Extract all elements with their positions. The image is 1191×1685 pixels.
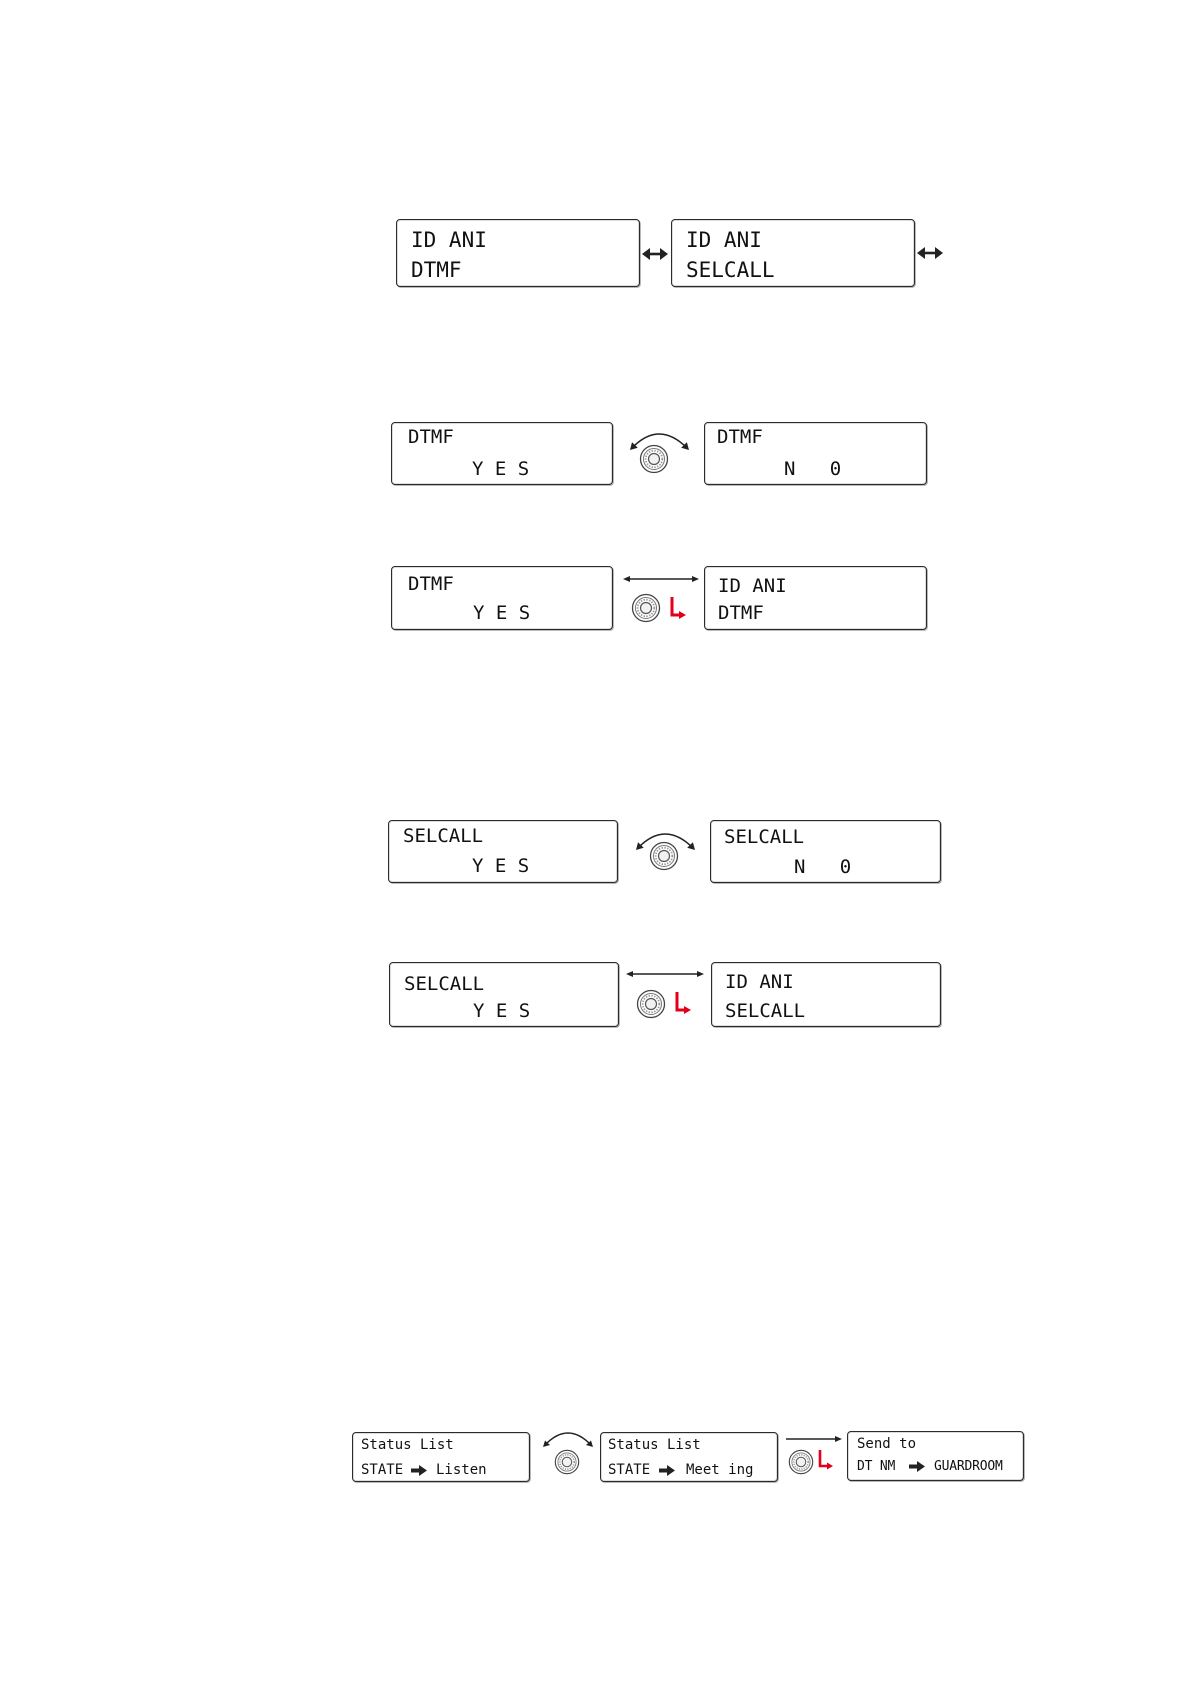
lcd-screen-status-listen	[352, 1432, 530, 1482]
lcd-line-2: Y E S	[473, 1000, 531, 1022]
lcd-line-1: ID ANI	[718, 575, 787, 597]
lcd-line-2: N 0	[794, 856, 852, 878]
rotary-knob-icon	[649, 841, 679, 871]
lcd-screen-id-ani-selcall	[711, 962, 941, 1027]
lcd-screen-dtmf-no	[704, 422, 927, 485]
lcd-line-1: ID ANI	[686, 228, 762, 252]
state-label: STATE	[361, 1462, 404, 1478]
lcd-line-1: SELCALL	[403, 825, 484, 847]
enter-arrow-icon	[668, 596, 686, 620]
enter-arrow-icon	[673, 991, 691, 1015]
lcd-screen-dtmf-yes	[391, 422, 613, 485]
lcd-line-1: ID ANI	[411, 228, 487, 252]
lcd-line-2: DTMF	[411, 258, 462, 282]
lcd-line-2: DTMF	[718, 602, 764, 624]
lcd-line-1: Send to	[857, 1436, 917, 1452]
lcd-screen-selcall-no	[710, 820, 941, 883]
state-label: STATE	[608, 1462, 651, 1478]
rotary-knob-icon	[639, 444, 669, 474]
state-value: Listen	[436, 1462, 487, 1478]
lcd-line-1: Status List	[608, 1437, 701, 1453]
right-arrow-icon	[659, 1465, 675, 1476]
destination-value: GUARDROOM	[934, 1459, 1003, 1474]
lcd-line-1: SELCALL	[724, 826, 805, 848]
lcd-line-1: DTMF	[408, 573, 454, 595]
lcd-line-2: Y E S	[472, 855, 530, 877]
lcd-line-2: SELCALL	[686, 258, 775, 282]
lcd-line-2: N 0	[784, 458, 842, 480]
rotary-knob-icon	[788, 1449, 814, 1475]
enter-arrow-icon	[817, 1449, 833, 1471]
right-arrow-icon	[411, 1465, 427, 1476]
lcd-line-1: Status List	[361, 1437, 454, 1453]
lcd-line-2: Y E S	[473, 602, 531, 624]
lcd-screen-id-ani-dtmf	[704, 566, 927, 630]
double-arrow-icon	[917, 246, 943, 260]
rotate-arrow-icon	[540, 1426, 596, 1448]
long-arrow-icon	[623, 574, 699, 584]
lcd-line-1: DTMF	[408, 426, 454, 448]
right-arrow-icon	[909, 1461, 925, 1472]
destination-label: DT NM	[857, 1459, 896, 1474]
rotary-knob-icon	[636, 989, 666, 1019]
lcd-screen-send-to	[847, 1431, 1024, 1481]
state-value: Meet ing	[686, 1462, 754, 1478]
lcd-line-1: SELCALL	[404, 973, 485, 995]
lcd-line-2: SELCALL	[725, 1000, 806, 1022]
long-arrow-icon	[626, 969, 704, 979]
rotary-knob-icon	[631, 593, 661, 623]
lcd-screen-id-ani-selcall	[671, 219, 915, 287]
lcd-screen-id-ani-dtmf	[396, 219, 640, 287]
rotary-knob-icon	[554, 1449, 580, 1475]
lcd-screen-selcall-yes	[388, 820, 618, 883]
lcd-screen-dtmf-yes	[391, 566, 613, 630]
lcd-line-1: ID ANI	[725, 971, 794, 993]
lcd-line-1: DTMF	[717, 426, 763, 448]
lcd-screen-selcall-yes	[389, 962, 619, 1027]
lcd-screen-status-meeting	[600, 1432, 778, 1482]
long-arrow-icon	[786, 1434, 842, 1444]
double-arrow-icon	[642, 247, 668, 261]
lcd-line-2: Y E S	[472, 458, 530, 480]
